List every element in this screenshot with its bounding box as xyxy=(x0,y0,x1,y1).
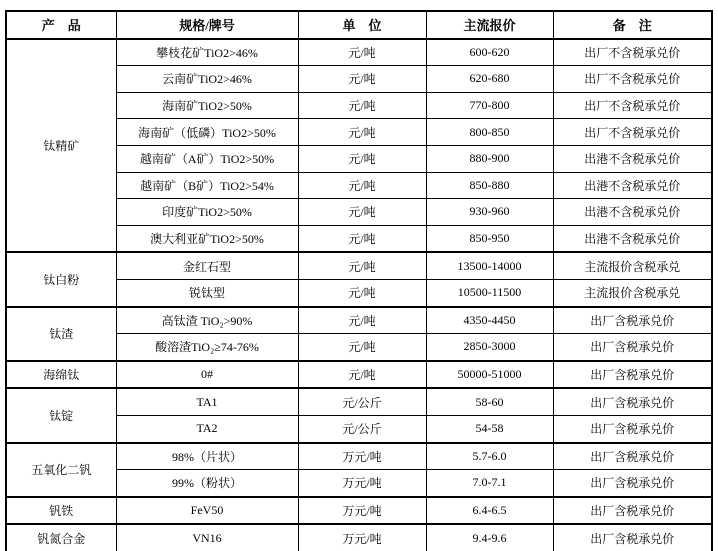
header-unit: 单 位 xyxy=(298,11,426,39)
unit-cell: 元/吨 xyxy=(298,39,426,66)
spec-cell: 98%（片状） xyxy=(116,443,298,470)
spec-cell: 0# xyxy=(116,361,298,389)
unit-cell: 元/吨 xyxy=(298,145,426,172)
unit-cell: 元/吨 xyxy=(298,119,426,146)
unit-cell: 万元/吨 xyxy=(298,443,426,470)
price-cell: 6.4-6.5 xyxy=(426,497,553,525)
spec-cell: 99%（粉状） xyxy=(116,470,298,497)
unit-cell: 元/吨 xyxy=(298,66,426,93)
unit-cell: 元/吨 xyxy=(298,199,426,226)
table-row xyxy=(6,443,712,470)
note-cell: 出厂含税承兑价 xyxy=(553,361,712,389)
note-cell: 出厂不含税承兑价 xyxy=(553,92,712,119)
note-cell: 出厂含税承兑价 xyxy=(553,443,712,470)
note-cell: 出厂不含税承兑价 xyxy=(553,39,712,66)
spec-cell: TA1 xyxy=(116,388,298,415)
spec-cell: 印度矿TiO2>50% xyxy=(116,199,298,226)
spec-cell: 海南矿（低磷）TiO2>50% xyxy=(116,119,298,146)
unit-cell: 元/公斤 xyxy=(298,415,426,442)
unit-cell: 元/吨 xyxy=(298,172,426,199)
table-row xyxy=(6,524,712,551)
price-cell: 58-60 xyxy=(426,388,553,415)
header-spec: 规格/牌号 xyxy=(116,11,298,39)
price-cell: 770-800 xyxy=(426,92,553,119)
header-row xyxy=(6,11,712,39)
header-price: 主流报价 xyxy=(426,11,553,39)
spec-cell: 酸溶渣TiO₂≥74-76% xyxy=(116,334,298,361)
price-cell: 800-850 xyxy=(426,119,553,146)
product-cell: 钒铁 xyxy=(6,497,116,525)
table-row xyxy=(6,388,712,415)
note-cell: 主流报价含税承兑 xyxy=(553,279,712,306)
note-cell: 出厂含税承兑价 xyxy=(553,307,712,334)
spec-cell: 越南矿（A矿）TiO2>50% xyxy=(116,145,298,172)
unit-cell: 元/吨 xyxy=(298,334,426,361)
unit-cell: 元/吨 xyxy=(298,252,426,279)
header-product: 产 品 xyxy=(6,11,116,39)
price-cell: 850-880 xyxy=(426,172,553,199)
price-cell: 4350-4450 xyxy=(426,307,553,334)
unit-cell: 元/吨 xyxy=(298,225,426,252)
note-cell: 出厂含税承兑价 xyxy=(553,524,712,551)
unit-cell: 元/吨 xyxy=(298,361,426,389)
spec-cell: 越南矿（B矿）TiO2>54% xyxy=(116,172,298,199)
price-cell: 13500-14000 xyxy=(426,252,553,279)
spec-cell: VN16 xyxy=(116,524,298,551)
unit-cell: 元/吨 xyxy=(298,307,426,334)
note-cell: 出厂含税承兑价 xyxy=(553,470,712,497)
spec-cell: 云南矿TiO2>46% xyxy=(116,66,298,93)
unit-cell: 万元/吨 xyxy=(298,497,426,525)
note-cell: 出厂不含税承兑价 xyxy=(553,119,712,146)
price-cell: 620-680 xyxy=(426,66,553,93)
note-cell: 出厂含税承兑价 xyxy=(553,388,712,415)
note-cell: 出厂含税承兑价 xyxy=(553,497,712,525)
price-cell: 9.4-9.6 xyxy=(426,524,553,551)
table-header xyxy=(6,11,712,39)
table-body xyxy=(6,39,712,551)
price-cell: 2850-3000 xyxy=(426,334,553,361)
spec-cell: 金红石型 xyxy=(116,252,298,279)
price-cell: 850-950 xyxy=(426,225,553,252)
spec-cell: 澳大利亚矿TiO2>50% xyxy=(116,225,298,252)
price-cell: 880-900 xyxy=(426,145,553,172)
note-cell: 出港不含税承兑价 xyxy=(553,199,712,226)
note-cell: 出港不含税承兑价 xyxy=(553,225,712,252)
note-cell: 出厂含税承兑价 xyxy=(553,334,712,361)
price-cell: 10500-11500 xyxy=(426,279,553,306)
spec-cell: 高钛渣 TiO₂>90% xyxy=(116,307,298,334)
note-cell: 出厂含税承兑价 xyxy=(553,415,712,442)
table-row xyxy=(6,497,712,525)
note-cell: 出港不含税承兑价 xyxy=(553,145,712,172)
table-row xyxy=(6,307,712,334)
price-cell: 7.0-7.1 xyxy=(426,470,553,497)
unit-cell: 元/吨 xyxy=(298,92,426,119)
spec-cell: 锐钛型 xyxy=(116,279,298,306)
note-cell: 出港不含税承兑价 xyxy=(553,172,712,199)
product-cell: 钛锭 xyxy=(6,388,116,442)
unit-cell: 元/公斤 xyxy=(298,388,426,415)
product-cell: 钛渣 xyxy=(6,307,116,361)
note-cell: 出厂不含税承兑价 xyxy=(553,66,712,93)
price-cell: 5.7-6.0 xyxy=(426,443,553,470)
product-cell: 钛白粉 xyxy=(6,252,116,306)
table-row xyxy=(6,252,712,279)
price-cell: 54-58 xyxy=(426,415,553,442)
spec-cell: 攀枝花矿TiO2>46% xyxy=(116,39,298,66)
price-cell: 50000-51000 xyxy=(426,361,553,389)
note-cell: 主流报价含税承兑 xyxy=(553,252,712,279)
unit-cell: 万元/吨 xyxy=(298,470,426,497)
product-cell: 五氧化二钒 xyxy=(6,443,116,497)
price-cell: 600-620 xyxy=(426,39,553,66)
product-cell: 钒氮合金 xyxy=(6,524,116,551)
spec-cell: TA2 xyxy=(116,415,298,442)
unit-cell: 万元/吨 xyxy=(298,524,426,551)
product-cell: 钛精矿 xyxy=(6,39,116,253)
product-cell: 海绵钛 xyxy=(6,361,116,389)
spec-cell: 海南矿TiO2>50% xyxy=(116,92,298,119)
table-row xyxy=(6,39,712,66)
price-cell: 930-960 xyxy=(426,199,553,226)
price-table xyxy=(5,10,713,551)
header-note: 备 注 xyxy=(553,11,712,39)
spec-cell: FeV50 xyxy=(116,497,298,525)
unit-cell: 元/吨 xyxy=(298,279,426,306)
table-row xyxy=(6,361,712,389)
